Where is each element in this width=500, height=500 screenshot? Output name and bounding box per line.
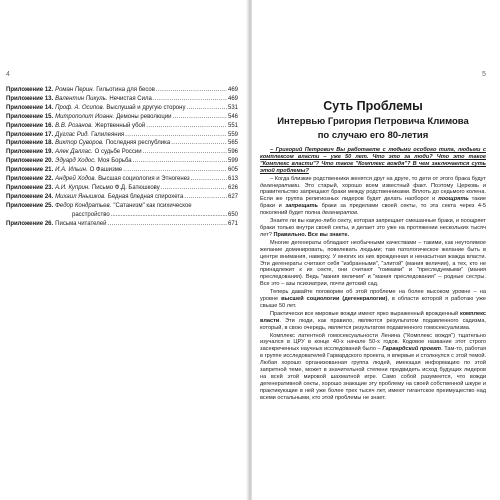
toc-row	[6, 95, 238, 104]
toc-page-number: 565	[227, 140, 238, 147]
page-number-right: 5	[482, 71, 486, 78]
toc-label: Приложение 12.	[6, 87, 54, 93]
toc-author: А.И. Куприн.	[55, 184, 90, 191]
toc-page-number: 671	[227, 220, 238, 227]
toc-author: Алек Даллас.	[55, 149, 93, 156]
toc-label: Приложение 17.	[6, 131, 54, 138]
toc-title: Высшая социология и Этногенез	[98, 176, 190, 183]
toc-leader	[161, 184, 227, 193]
toc-author: Виктор Суворов.	[55, 140, 104, 147]
toc-title: Письма читателей	[55, 220, 107, 227]
toc-row	[6, 148, 238, 157]
toc-label: Приложение 15.	[6, 113, 54, 120]
toc-title: Выслушай и другую сторону	[106, 104, 186, 111]
toc-row	[6, 220, 238, 229]
toc-leader	[123, 166, 227, 175]
toc-label: Приложение 20.	[6, 158, 54, 165]
paragraph: Знаете ли вы какую-либо секту, которая запрещает смешанные браки, и поощряет браки только внутри своей секты, и делает это уже на протяжении нескольких тысяч лет? Правильно. Все вы знаете.	[260, 218, 486, 238]
paragraph: Комплекс латентной гомосексуальности Ленина ("Комплекс вождя") тщательно изучался в ЦРУ в конце 40-х начале 50-х годов. Кодовое название этот строго засекреченных научных исследований было – Гарвардский проект. Там-то, работая в группе исследователей Гарвардского проекта, я впервые и столкнулся с этой темой. Любая хорошо организованная группа людей, имеющая информацию по этой запретной теме, может в значительной степени предвидеть исход будущих лидеров на всей этой мировой шахматной игре. Само собой разумеется, что вожди дегенеративной секты, хорошо знающие эту проблему на своей собственной шкуре и практикующие в ней уже более трех тысяч лет, имеют гигантское преимущество над всеми остальными, кто этой проблемы не знает.	[260, 332, 486, 401]
toc-author: Михаил Янышков.	[55, 193, 106, 200]
toc-author: Дуглас Рид.	[55, 131, 90, 138]
toc-page-number: 551	[227, 122, 238, 129]
toc-page-number: 596	[227, 149, 238, 156]
toc-author: Валентин Пикуль.	[55, 95, 108, 102]
toc-label: Приложение 24.	[6, 193, 54, 200]
toc-leader	[146, 122, 227, 131]
toc-page-number: 559	[227, 131, 238, 138]
article-title: Суть Проблемы	[323, 99, 423, 113]
toc-label: Приложение 26.	[6, 220, 54, 227]
toc-leader	[171, 139, 227, 148]
toc-author: Федор Кондратьев.	[55, 202, 112, 209]
toc-leader	[186, 104, 227, 113]
left-page	[0, 0, 248, 500]
toc-label: Приложение 23.	[6, 184, 54, 191]
toc-page-number: 546	[227, 113, 238, 120]
table-of-contents	[6, 86, 238, 229]
paragraph: Практически все мировые вожди имеют ярко выраженный врожденный комплекс власти. Эти люди, как правило, являются результатом подавленного садизма, который, в свою очередь, является результатом подавленного гомосексуализма.	[260, 310, 486, 331]
article-heading	[260, 99, 486, 141]
toc-label: Приложение 16.	[6, 122, 54, 129]
toc-page-number: 613	[227, 176, 238, 183]
toc-row	[6, 122, 238, 131]
toc-label: Приложение 25.	[6, 202, 54, 209]
toc-row	[6, 184, 238, 193]
toc-leader	[173, 113, 227, 122]
article-body	[260, 147, 486, 403]
toc-title: Последняя республика	[105, 140, 171, 147]
toc-author: Роман Перин.	[55, 87, 95, 93]
paragraph: – Когда близкие родственники женятся друг на друге, то дети от этого брака будут дегенератами. Это старый, хорошо всем известный факт. Поэтому Церковь и правительство запрещают браки между родственниками. Вплоть до седьмого колена. Если же группа религиозных лидеров будет делать наоборот и поощрять такие браки и запрещать браки за пределами своей секты, то эта секта через 4-5 поколений будет полна дегенератов.	[260, 175, 487, 217]
toc-leader	[143, 148, 227, 157]
toc-leader	[133, 157, 227, 166]
page-number-left: 4	[6, 71, 10, 78]
toc-label: Приложение 18.	[6, 140, 54, 147]
toc-author: Андрей Ходов.	[55, 176, 97, 183]
toc-row	[6, 104, 238, 113]
paragraph: Многие дегенераты обладают необычными качествами – такими, как неутолимое желание доминировать, повелевать людьми; там патологическое желание быть в центре внимания, наверху. У многих из них врожденная и ненасытная жажда власти. Эти дегенераты считают себя "избранными", "элитой" (мания величия), а тех, кто не принадлежит к их секте, они считают "гоимами" и "преследуемыми" (мания преследования). Ведь "мания величия" и "мания преследования" – родные сестры. Все это – азы психиатрии, почти детский сад.	[260, 239, 486, 288]
toc-page-number: 469	[227, 95, 238, 102]
toc-row	[6, 131, 238, 140]
toc-title: Галилеяния	[91, 131, 125, 138]
toc-row	[6, 175, 238, 184]
toc-title: О судьбе России	[94, 149, 142, 156]
toc-row	[6, 193, 238, 202]
article-subtitle-line2: по случаю его 80-летия	[317, 129, 429, 141]
toc-page-number: 599	[227, 158, 238, 165]
toc-page-number: 531	[227, 104, 238, 111]
toc-title: Гильотина для бесов	[96, 87, 155, 93]
toc-row	[6, 166, 238, 175]
toc-leader	[191, 175, 227, 184]
toc-page-number: 605	[227, 167, 238, 174]
toc-row	[6, 157, 238, 166]
toc-author: Эдуард Ходос.	[55, 158, 96, 165]
toc-title: Жертвенный убой	[94, 122, 146, 129]
toc-title: О Фашизме	[89, 167, 123, 174]
toc-title: "Сатанизм" как психическое	[113, 202, 192, 209]
toc-leader	[111, 211, 227, 220]
toc-author: Проф. А. Осипов.	[55, 104, 105, 111]
toc-title: Бедная бледная спирохета	[107, 193, 184, 200]
toc-row	[6, 86, 238, 95]
article-subtitle-line1: Интервью Григория Петровича Климова	[277, 116, 469, 127]
toc-leader	[156, 86, 227, 95]
toc-label: Приложение 13.	[6, 95, 54, 102]
toc-leader	[107, 220, 227, 229]
toc-page-number: 469	[227, 87, 238, 93]
toc-author: И.А. Ильин.	[55, 167, 88, 174]
toc-page-number: 650	[227, 211, 238, 218]
toc-row	[6, 113, 238, 122]
toc-label: Приложение 19.	[6, 149, 54, 156]
toc-row	[6, 211, 238, 220]
toc-row	[6, 202, 238, 211]
interview-question: – Григорий Петрович Вы работаете с людьми особого типа, людьми с комплексом власти – уже 50 лет. Что это за люди? Что это такое "Комплекс власти"? Что такое "Комплекс вождя"? В чем заключается суть этой проблемы?	[260, 147, 486, 174]
toc-title: Нечистая Сила	[109, 95, 152, 102]
toc-title: Письмо Ф.Д. Батюшкову	[91, 184, 160, 191]
toc-leader	[184, 193, 227, 202]
toc-row	[6, 139, 238, 148]
paragraph: Теперь давайте поговорим об этой проблеме на более высоком уровне – на уровне высшей социологии (дегенералогии), в области которой я работаю уже свыше 50 лет.	[260, 289, 486, 309]
toc-author: В.В. Розанов.	[55, 122, 93, 129]
toc-page-number: 627	[227, 193, 238, 200]
toc-label: Приложение 21.	[6, 167, 54, 174]
toc-title: Демоны революции	[116, 113, 172, 120]
toc-page-number: 626	[227, 184, 238, 191]
toc-title: Моя Борьба	[97, 158, 132, 165]
toc-leader	[125, 131, 227, 140]
toc-leader	[153, 95, 227, 104]
toc-label: Приложение 14.	[6, 104, 54, 111]
toc-author: Митрополит Иоанн.	[55, 113, 115, 120]
toc-title: расстройство	[72, 211, 110, 218]
right-page	[252, 0, 500, 500]
toc-label: Приложение 22.	[6, 176, 54, 183]
